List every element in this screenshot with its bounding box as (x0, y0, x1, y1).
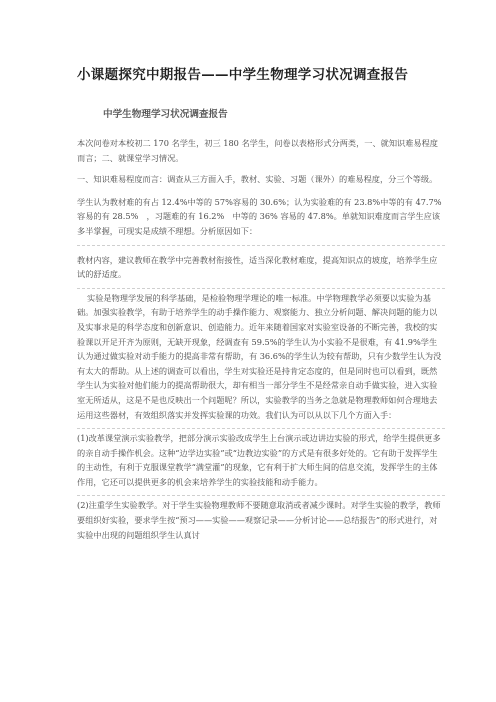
paragraph-statistics: 学生认为教材难的有占 12.4%中等的 57%容易的 30.6%；认为实验难的有 23.8%中等的有 47.7%容易的有 28.5% ，习题难的有 16.2% 中等的 36% 容易的 47.8%。单就知识难度而言学生应该多半掌握，可现实是成绩不理想。分析原因如下： (77, 196, 442, 236)
document-title: 小课题探究中期报告——中学生物理学习状况调查报告 (77, 67, 409, 83)
paragraph-intro: 本次问卷对本校初二 170 名学生，初三 180 名学生，问卷以表格形式分两类，一、就知识难易程度而言；二、就课堂学习情况。 (77, 138, 438, 163)
paragraph-section-one: 一、知识难易程度而言：调查从三方面入手，教材、实验、习题（课外）的难易程度，分三个等级。 (77, 174, 438, 185)
document-subtitle: 中学生物理学习状况调查报告 (103, 109, 228, 120)
paragraph-point-one: (1)改革课堂演示实验教学，把部分演示实验改成学生上台演示或边讲边实验的形式，给学生提供更多的亲自动手操作机会。这种“边学边实验”或“边教边实验”的方式是有很多好处的。它有助于发挥学生的主动性，有利于克服课堂教学“满堂灌”的现象，它有利于扩大师生间的信息交流，发挥学生的主体作用，它还可以提供更多的机会来培养学生的实验技能和动手能力。 (77, 433, 441, 487)
paragraph-textbook-advice: 教材内容，建议教师在教学中完善教材衔接性，适当深化教材难度，提高知识点的坡度，培养学生应试的舒适度。 (77, 254, 438, 280)
paragraph-point-two: (2)注重学生实验教学。对于学生实验物理教师不要随意取消或者减少课时。对学生实验的教学，教师要组织好实验，要求学生按“预习——实验——观察记录——分析讨论——总结报告”的形式进行，对实验中出现的问题组织学生认真讨 (77, 500, 441, 540)
paragraph-experiment-analysis: 实验是物理学发展的科学基础，是检验物理学理论的唯一标准。中学物理教学必须要以实验为基础。加强实验教学，有助于培养学生的动手操作能力、观察能力、独立分析问题、解决问题的能力以及实事求是的科学态度和创新意识、创造能力。近年来随着国家对实验室设备的不断完善，我校的实验课以开足开齐为原则，无缺开现象，经调查有 59.5%的学生认为小实验不是很难，有 41.9%学生认为通过做实验对动手能力的提高非常有帮助，有 36.6%的学生认为较有帮助，只有少数学生认为没有太大的帮助。从上述的调查可以看出，学生对实验还是持肯定态度的，但是同时也可以看到，既然学生认为实验对他们能力的提高帮助很大，却有相当一部分学生不是经常亲自动手做实验，进入实验室无所适从，这是不是也反映出一个问题呢？所以，实验教学的当务之急就是物理教师如何合理地去运用这些器材，有效组织落实并发挥实验课的功效。我们认为可以从以下几个方面入手： (77, 292, 442, 420)
